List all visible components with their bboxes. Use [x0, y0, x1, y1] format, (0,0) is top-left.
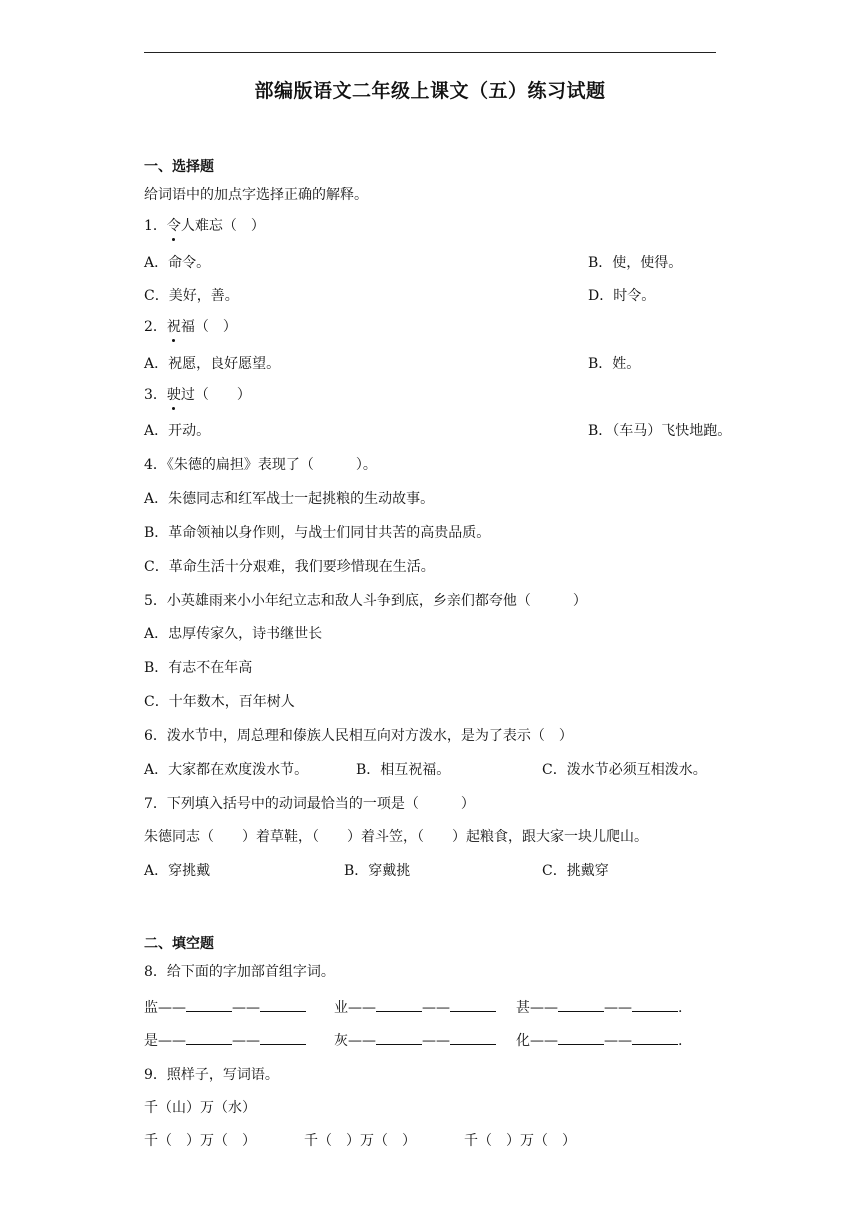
question-number: 1． [144, 218, 167, 234]
dotted-character: 令 [166, 218, 181, 234]
question-text: 福（ ） [180, 319, 237, 335]
idiom-blank-3[interactable]: 千（ ）万（ ） [464, 1133, 576, 1149]
answer-blank[interactable] [376, 1030, 422, 1045]
idiom-blank-2[interactable]: 千（ ）万（ ） [304, 1133, 416, 1149]
section-heading-fill: 二、填空题 [144, 936, 214, 952]
dash: —— [158, 1000, 186, 1016]
option-a[interactable]: A．穿挑戴 [144, 863, 211, 879]
question-5-stem: 5．小英雄雨来小小年纪立志和敌人斗争到底，乡亲们都夸他（ ） [144, 593, 587, 609]
option-c[interactable]: C．美好，善。 [144, 288, 239, 304]
radical-group-3 [516, 997, 682, 1018]
dash: —— [530, 1000, 558, 1016]
option-a[interactable]: A．开动。 [144, 423, 211, 439]
answer-blank[interactable] [632, 1030, 678, 1045]
question-8-stem: 8．给下面的字加部首组字词。 [144, 964, 335, 980]
question-8-row-2 [144, 1030, 704, 1051]
dotted-character: 祝 [166, 319, 181, 335]
option-a[interactable]: A．大家都在欢度泼水节。 [144, 762, 309, 778]
radical-group-4 [144, 1033, 306, 1049]
answer-blank[interactable] [186, 1030, 232, 1045]
radical-group-6 [516, 1030, 682, 1051]
question-text: 过（ ） [180, 387, 251, 403]
idiom-blank-1[interactable]: 千（ ）万（ ） [144, 1133, 256, 1149]
question-4-option-b[interactable]: B．革命领袖以身作则，与战士们同甘共苦的高贵品质。 [144, 525, 491, 541]
answer-blank[interactable] [450, 997, 496, 1012]
option-a[interactable]: A．祝愿，良好愿望。 [144, 356, 281, 372]
question-1-options-row-2 [144, 286, 656, 306]
question-1-stem [144, 216, 265, 236]
question-1-options-row-1 [144, 253, 683, 273]
section-instruction: 给词语中的加点字选择正确的解释。 [144, 187, 368, 203]
dash: —— [422, 1033, 450, 1049]
question-5-option-c[interactable]: C．十年数木，百年树人 [144, 694, 295, 710]
radical-group-2 [334, 997, 496, 1018]
option-c[interactable]: C．挑戴穿 [542, 863, 609, 879]
question-5-option-a[interactable]: A．忠厚传家久，诗书继世长 [144, 626, 323, 642]
question-7-sentence: 朱德同志（ ）着草鞋，（ ）着斗笠，（ ）起粮食，跟大家一块儿爬山。 [144, 829, 648, 845]
radical-group-1 [144, 1000, 306, 1016]
base-character: 监 [144, 1000, 158, 1016]
period: . [678, 1000, 683, 1016]
section-heading-choice: 一、选择题 [144, 159, 214, 175]
question-text: 人难忘（ ） [180, 218, 265, 234]
question-4-option-c[interactable]: C．革命生活十分艰难，我们要珍惜现在生活。 [144, 559, 435, 575]
question-2-stem [144, 317, 237, 337]
dash: —— [530, 1033, 558, 1049]
question-4-option-a[interactable]: A．朱德同志和红军战士一起挑粮的生动故事。 [144, 491, 435, 507]
dash: —— [232, 1033, 260, 1049]
question-6-options [144, 760, 724, 780]
answer-blank[interactable] [260, 1030, 306, 1045]
question-7-options [144, 861, 724, 881]
question-5-option-b[interactable]: B．有志不在年高 [144, 660, 253, 676]
base-character: 业 [334, 1000, 348, 1016]
option-b[interactable]: B．（车马）飞快地跑。 [588, 423, 732, 439]
option-b[interactable]: B．相互祝福。 [356, 762, 451, 778]
answer-blank[interactable] [376, 997, 422, 1012]
question-2-options [144, 354, 641, 374]
question-4-stem: 4．《朱德的扁担》表现了（ ）。 [144, 457, 377, 473]
question-number: 2． [144, 319, 167, 335]
base-character: 是 [144, 1033, 158, 1049]
answer-blank[interactable] [632, 997, 678, 1012]
question-3-stem [144, 385, 251, 405]
option-a[interactable]: A．命令。 [144, 255, 211, 271]
option-b[interactable]: B．使，使得。 [588, 255, 683, 271]
dash: —— [232, 1000, 260, 1016]
dash: —— [604, 1000, 632, 1016]
page-title: 部编版语文二年级上课文（五）练习试题 [254, 80, 606, 102]
answer-blank[interactable] [186, 997, 232, 1012]
question-9-items [144, 1131, 704, 1151]
option-b[interactable]: B．姓。 [588, 356, 641, 372]
base-character: 甚 [516, 1000, 530, 1016]
option-d[interactable]: D．时令。 [588, 288, 656, 304]
radical-group-5 [334, 1030, 496, 1051]
dash: —— [422, 1000, 450, 1016]
header-rule [144, 52, 716, 53]
period: . [678, 1033, 683, 1049]
dash: —— [604, 1033, 632, 1049]
dash: —— [158, 1033, 186, 1049]
answer-blank[interactable] [558, 997, 604, 1012]
base-character: 化 [516, 1033, 530, 1049]
question-8-row-1 [144, 997, 704, 1018]
question-6-stem: 6．泼水节中，周总理和傣族人民相互向对方泼水，是为了表示（ ） [144, 728, 573, 744]
dash: —— [348, 1000, 376, 1016]
answer-blank[interactable] [260, 997, 306, 1012]
option-c[interactable]: C．泼水节必须互相泼水。 [542, 762, 707, 778]
question-3-options [144, 421, 732, 441]
dotted-character: 驶 [166, 387, 181, 403]
question-number: 3． [144, 387, 167, 403]
option-b[interactable]: B．穿戴挑 [344, 863, 411, 879]
question-9-stem: 9．照样子，写词语。 [144, 1067, 279, 1083]
question-7-stem: 7．下列填入括号中的动词最恰当的一项是（ ） [144, 796, 475, 812]
base-character: 灰 [334, 1033, 348, 1049]
answer-blank[interactable] [450, 1030, 496, 1045]
question-9-example: 千（山）万（水） [144, 1100, 256, 1116]
dash: —— [348, 1033, 376, 1049]
answer-blank[interactable] [558, 1030, 604, 1045]
